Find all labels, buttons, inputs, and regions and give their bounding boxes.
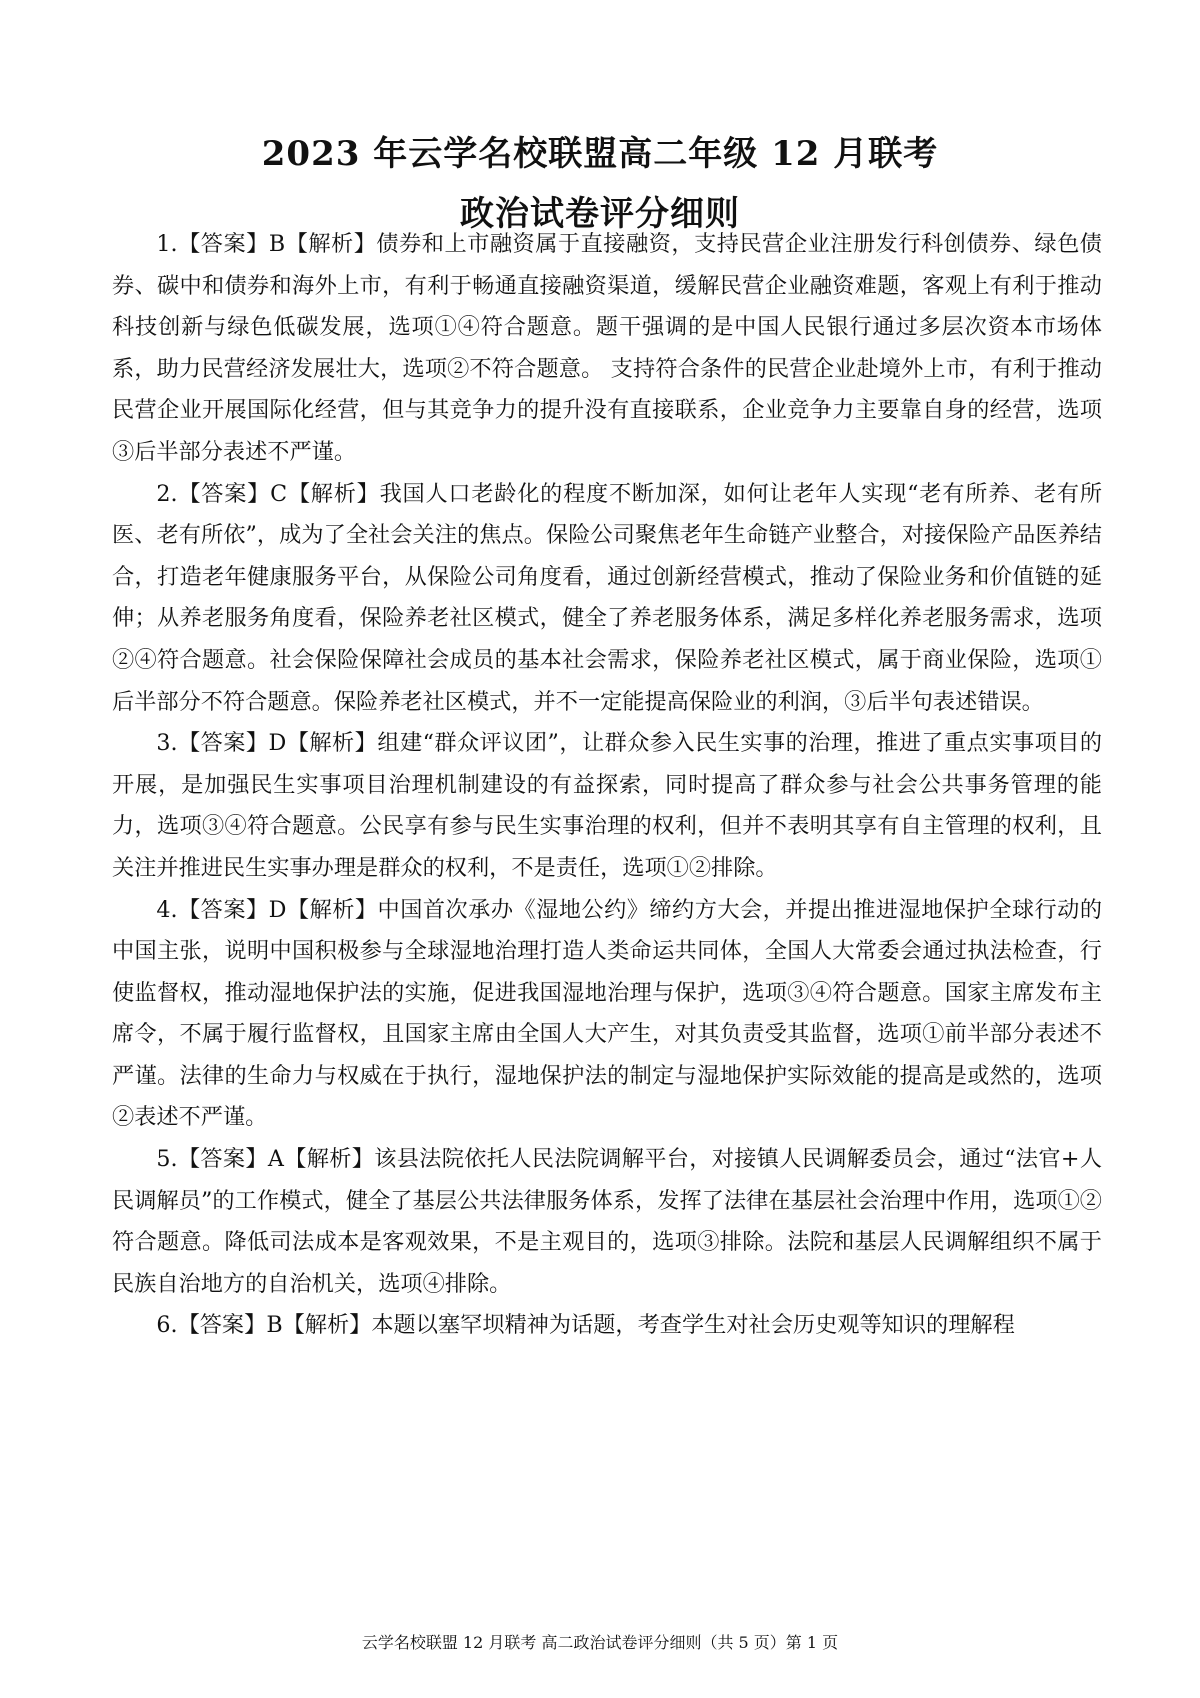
item-4 [112,890,1102,1140]
item-number: 6. [156,1312,178,1339]
item-number: 3. [156,730,178,757]
answer-tag: 【答案】 [177,730,269,757]
analysis-text: 中国首次承办《湿地公约》缔约方大会，并提出推进湿地保护全球行动的中国主张，说明中国积极参与全球湿地治理打造人类命运共同体，全国人大常委会通过执法检查，行使监督权，推动湿地保护法的实施，促进我国湿地治理与保护，选项③④符合题意。国家主席发布主席令，不属于履行监督权，且国家主席由全国人大产生，对其负责受其监督，选项①前半部分表述不严谨。法律的生命力与权威在于执行，湿地保护法的制定与湿地保护实际效能的提高是或然的，选项②表述不严谨。 [112,896,1103,1131]
item-2 [112,474,1102,724]
item-number: 5. [156,1146,178,1173]
analysis-tag: 【解析】 [286,730,378,757]
analysis-tag: 【解析】 [285,231,377,257]
answer-tag: 【答案】 [177,1146,268,1173]
answer-letter: D [268,730,287,757]
answer-letter: B [266,1312,283,1339]
item-number: 2. [156,480,178,507]
answer-tag: 【答案】 [177,1312,267,1339]
answer-tag: 【答案】 [177,480,271,507]
page-subtitle: 政治试卷评分细则 [460,194,740,234]
item-3 [112,723,1102,889]
item-1 [112,224,1102,474]
analysis-tag: 【解析】 [287,480,380,507]
analysis-text: 债券和上市融资属于直接融资，支持民营企业注册发行科创债券、绿色债券、碳中和债券和海外上市，有利于畅通直接融资渠道，缓解民营企业融资难题，客观上有利于推动科技创新与绿色低碳发展，选项①④符合题意。题干强调的是中国人民银行通过多层次资本市场体系，助力民营经济发展壮大，选项②不符合题意。 支持符合条件的民营企业赴境外上市，有利于推动民营企业开展国际化经营，但与其竞争力的提升没有直接联系，企业竞争力主要靠自身的经营，选项③后半部分表述不严谨。 [112,231,1102,465]
answer-tag: 【答案】 [177,896,269,923]
page-footer: 云学名校联盟 12 月联考 高二政治试卷评分细则（共 5 页）第 1 页 [361,1633,839,1652]
analysis-text: 我国人口老龄化的程度不断加深，如何让老年人实现“老有所养、老有所医、老有所依”，成为了全社会关注的焦点。保险公司聚焦老年生命链产业整合，对接保险产品医养结合，打造老年健康服务平台，从保险公司角度看，通过创新经营模式，推动了保险业务和价值链的延伸；从养老服务角度看，保险养老社区模式，健全了养老服务体系，满足多样化养老服务需求，选项②④符合题意。社会保险保障社会成员的基本社会需求，保险养老社区模式，属于商业保险，选项①后半部分不符合题意。保险养老社区模式，并不一定能提高保险业的利润，③后半句表述错误。 [112,480,1103,715]
item-6 [112,1305,1102,1347]
analysis-text: 该县法院依托人民法院调解平台，对接镇人民调解委员会，通过“法官+人民调解员”的工作模式，健全了基层公共法律服务体系，发挥了法律在基层社会治理中作用，选项①②符合题意。降低司法成本是客观效果，不是主观目的，选项③排除。法院和基层人民调解组织不属于民族自治地方的自治机关，选项④排除。 [112,1146,1103,1297]
page-title: 2023 年云学名校联盟高二年级 12 月联考 [261,134,939,174]
analysis-tag: 【解析】 [283,1146,375,1173]
answer-tag: 【答案】 [177,231,269,257]
answer-letter: A [267,1146,284,1173]
analysis-tag: 【解析】 [282,1312,372,1339]
answer-letter: C [270,480,288,507]
item-number: 4. [156,896,178,923]
answer-explanations [112,224,1102,1347]
item-5 [112,1139,1102,1305]
analysis-text: 本题以塞罕坝精神为话题，考查学生对社会历史观等知识的理解程 [371,1312,1015,1339]
answer-letter: D [268,896,287,923]
answer-letter: B [268,231,286,257]
analysis-tag: 【解析】 [286,896,378,923]
item-number: 1. [156,231,178,257]
analysis-text: 组建“群众评议团”，让群众参入民生实事的治理，推进了重点实事项目的开展，是加强民生实事项目治理机制建设的有益探索，同时提高了群众参与社会公共事务管理的能力，选项③④符合题意。公民享有参与民生实事治理的权利，但并不表明其享有自主管理的权利，且关注并推进民生实事办理是群众的权利，不是责任，选项①②排除。 [112,730,1103,881]
